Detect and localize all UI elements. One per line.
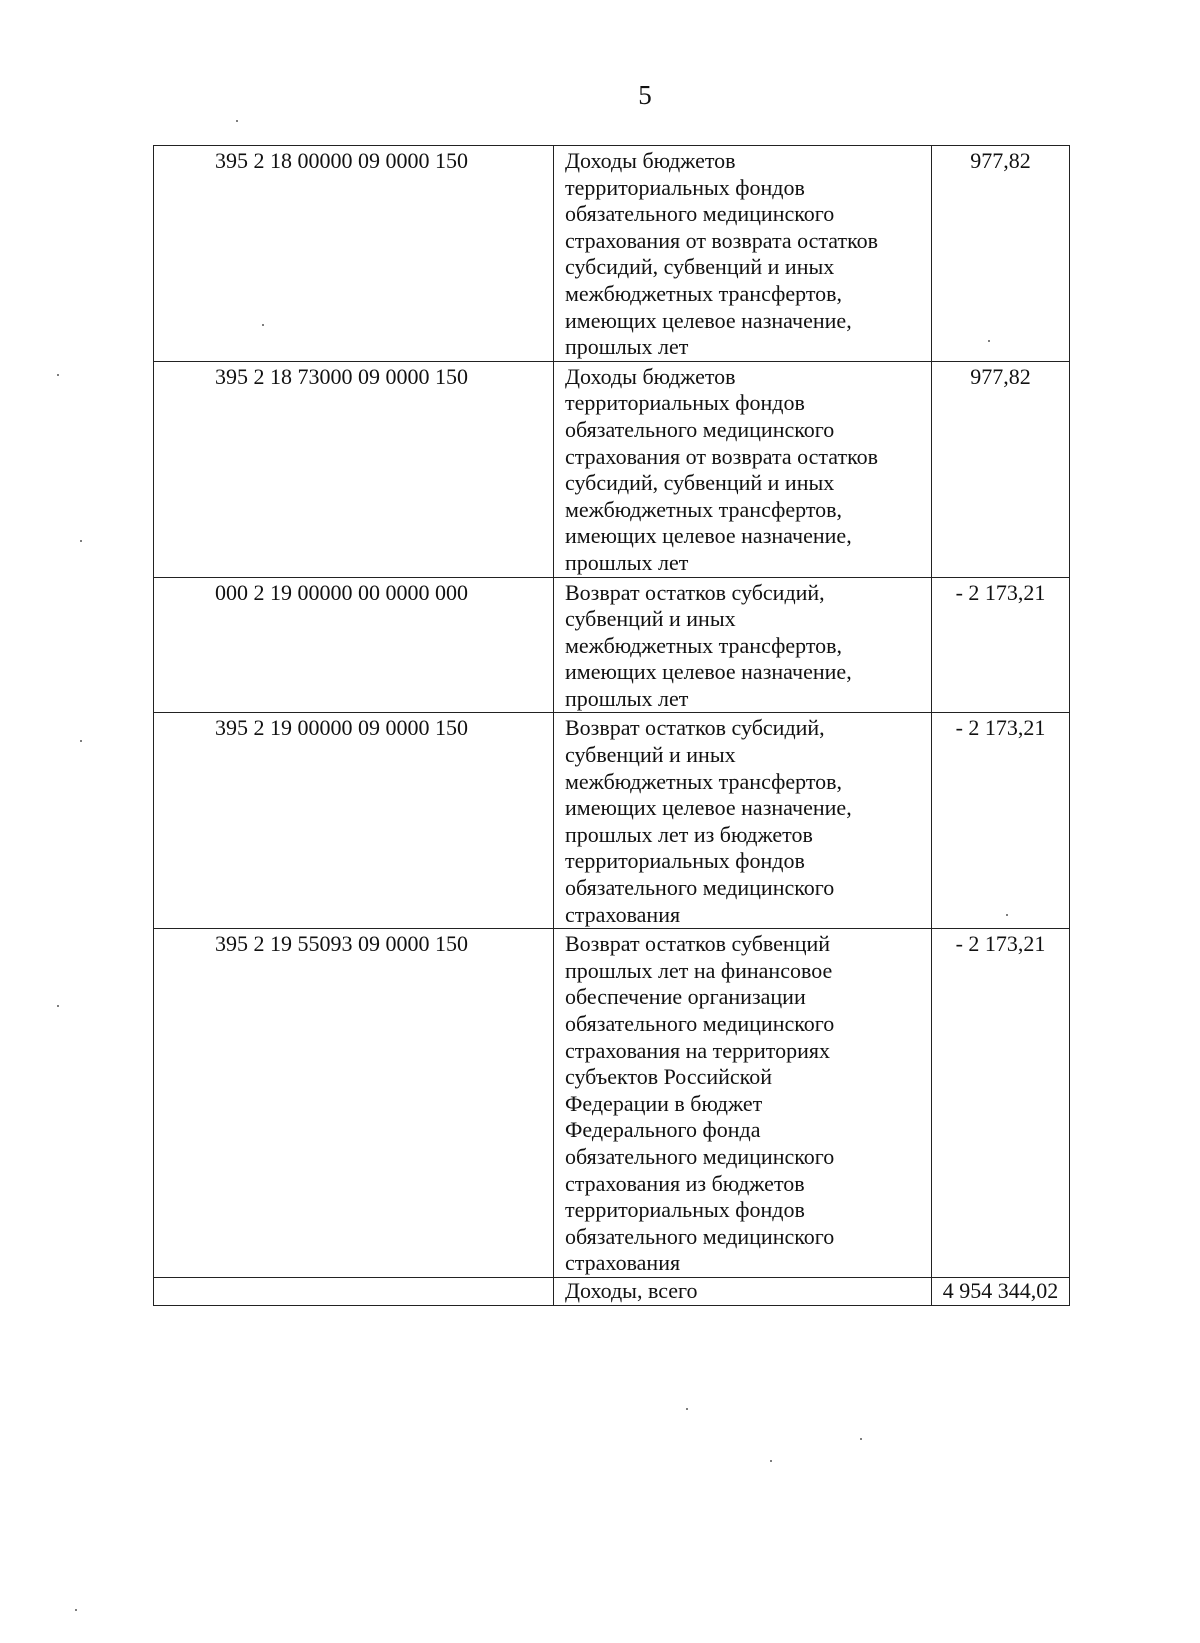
description-cell (554, 713, 932, 929)
description-line: межбюджетных трансфертов, (565, 632, 843, 658)
description-line: обязательного медицинского (565, 416, 835, 442)
description-line: прошлых лет на финансовое (565, 957, 833, 983)
scan-speck (860, 1438, 862, 1440)
description-line: Возврат остатков субсидий, (565, 579, 825, 605)
description-line: межбюджетных трансфертов, (565, 768, 843, 794)
description-cell (554, 146, 932, 362)
description-line: Возврат остатков субсидий, (565, 715, 825, 741)
table-row (154, 361, 1070, 577)
description-line: территориальных фондов (565, 174, 805, 200)
description-line: обязательного медицинского (565, 201, 835, 227)
budget-code-cell: 000 2 19 00000 00 0000 000 (154, 577, 554, 713)
description-cell (554, 361, 932, 577)
description-line: прошлых лет (565, 334, 689, 360)
description-line: обязательного медицинского (565, 1223, 835, 1249)
description-cell (554, 577, 932, 713)
description-line: субсидий, субвенций и иных (565, 470, 835, 496)
page-number: 5 (638, 80, 652, 110)
description-line: обеспечение организации (565, 984, 806, 1010)
description-line: имеющих целевое назначение, (565, 659, 852, 685)
amount-cell: - 2 173,21 (932, 577, 1070, 713)
description-line: Возврат остатков субвенций (565, 931, 831, 957)
scan-speck (1006, 914, 1008, 916)
description-line: Доходы бюджетов (565, 148, 736, 173)
scan-speck (80, 540, 82, 542)
scan-speck (80, 740, 82, 742)
description-line: Федерации в бюджет (565, 1090, 763, 1116)
scan-speck (57, 1005, 59, 1007)
description-line: прошлых лет (565, 685, 689, 711)
budget-code-cell: 395 2 18 73000 09 0000 150 (154, 361, 554, 577)
description-line: прошлых лет (565, 549, 689, 575)
description-line: субвенций и иных (565, 606, 736, 632)
scan-speck (57, 374, 59, 376)
description-line: Доходы бюджетов (565, 363, 736, 389)
description-line: прошлых лет из бюджетов (565, 821, 813, 847)
table-row (154, 577, 1070, 713)
description-line: страхования от возврата остатков (565, 443, 879, 469)
description-line: межбюджетных трансфертов, (565, 496, 843, 522)
description-line: обязательного медицинского (565, 875, 835, 901)
scan-speck (236, 120, 238, 122)
description-line: территориальных фондов (565, 848, 805, 874)
scan-speck (262, 324, 264, 326)
description-line: имеющих целевое назначение, (565, 307, 852, 333)
table-body (154, 146, 1070, 1306)
scan-speck (770, 1460, 772, 1462)
total-label: Доходы, всего (554, 1277, 932, 1305)
total-code-cell (154, 1277, 554, 1305)
amount-cell: - 2 173,21 (932, 713, 1070, 929)
description-line: имеющих целевое назначение, (565, 795, 852, 821)
description-line: обязательного медицинского (565, 1011, 835, 1036)
description-line: субъектов Российской (565, 1064, 773, 1090)
description-line: Федерального фонда (565, 1117, 761, 1143)
description-line: субвенций и иных (565, 742, 736, 768)
description-line: субсидий, субвенций и иных (565, 254, 835, 280)
scan-speck (75, 1609, 77, 1611)
description-line: имеющих целевое назначение, (565, 523, 852, 549)
scan-speck (988, 340, 990, 342)
budget-revenue-table (153, 145, 1070, 1306)
total-amount: 4 954 344,02 (932, 1277, 1070, 1305)
budget-code-cell: 395 2 19 00000 09 0000 150 (154, 713, 554, 929)
description-line: территориальных фондов (565, 390, 805, 416)
table-row (154, 929, 1070, 1278)
description-line: страхования на территориях (565, 1037, 831, 1063)
amount-cell: - 2 173,21 (932, 929, 1070, 1278)
description-line: страхования из бюджетов (565, 1170, 805, 1196)
description-line: страхования от возврата остатков (565, 227, 879, 253)
budget-code-cell: 395 2 19 55093 09 0000 150 (154, 929, 554, 1278)
table-row (154, 146, 1070, 362)
description-line: территориальных фондов (565, 1197, 805, 1223)
table-row (154, 713, 1070, 929)
budget-code-cell: 395 2 18 00000 09 0000 150 (154, 146, 554, 362)
description-line: страхования (565, 901, 681, 927)
amount-cell: 977,82 (932, 146, 1070, 362)
description-line: обязательного медицинского (565, 1143, 835, 1169)
description-line: страхования (565, 1250, 681, 1276)
amount-cell: 977,82 (932, 361, 1070, 577)
total-row (154, 1277, 1070, 1305)
scan-speck (686, 1408, 688, 1410)
description-cell (554, 929, 932, 1278)
description-line: межбюджетных трансфертов, (565, 280, 843, 306)
